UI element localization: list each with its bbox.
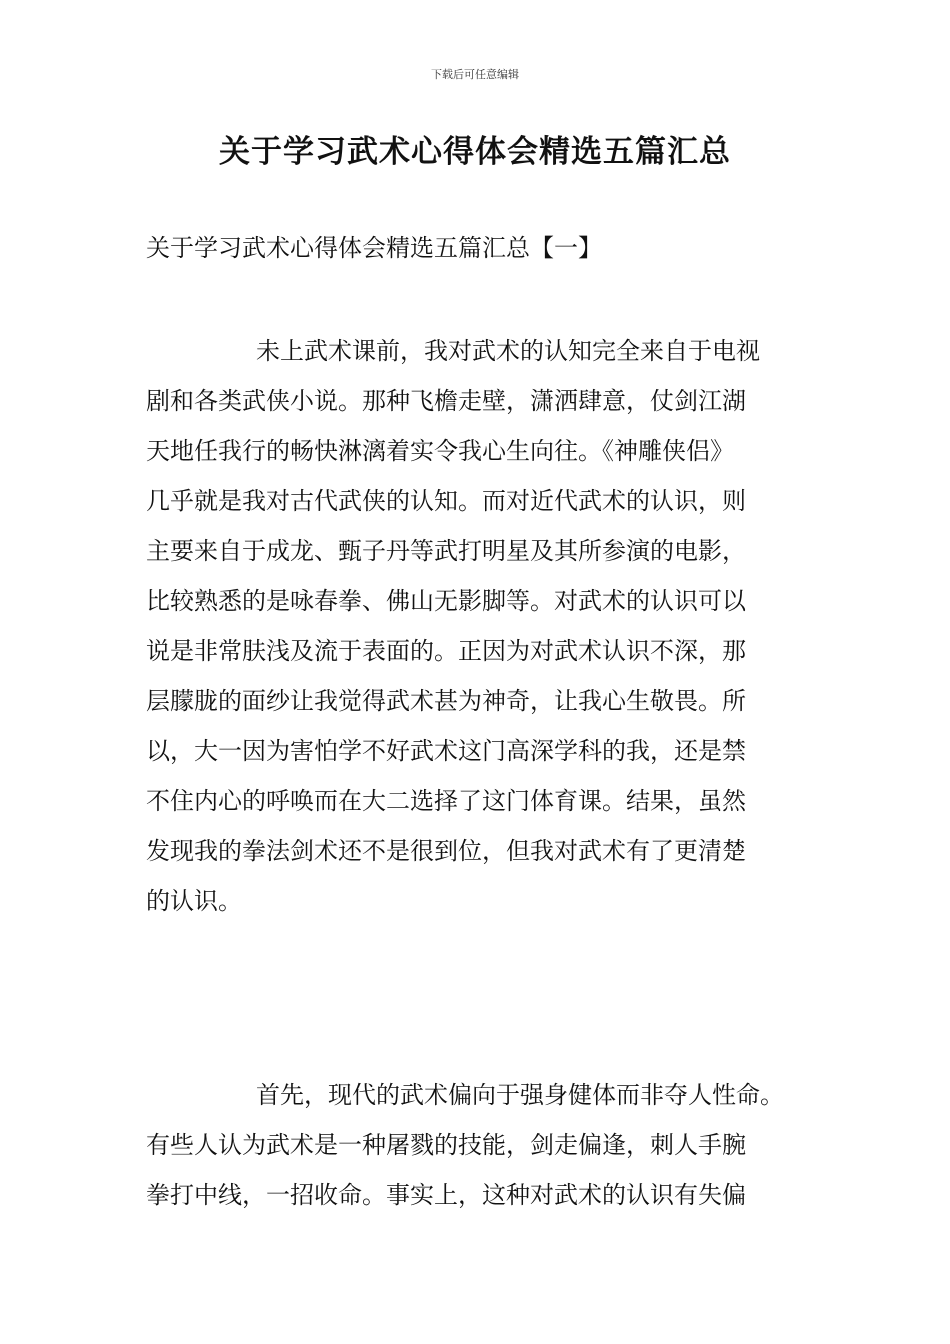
paragraph-line: 剧和各类武侠小说。那种飞檐走壁，潇洒肆意，仗剑江湖 <box>146 387 746 415</box>
paragraph-line: 说是非常肤浅及流于表面的。正因为对武术认识不深，那 <box>146 637 746 665</box>
paragraph-line: 天地任我行的畅快淋漓着实令我心生向往。《神雕侠侣》 <box>146 437 734 465</box>
paragraph-line: 不住内心的呼唤而在大二选择了这门体育课。结果，虽然 <box>146 787 746 815</box>
paragraph-line: 比较熟悉的是咏春拳、佛山无影脚等。对武术的认识可以 <box>146 587 746 615</box>
paragraph-2 <box>146 1070 784 1220</box>
paragraph-line: 未上武术课前，我对武术的认知完全来自于电视 <box>256 337 760 365</box>
paragraph-line: 几乎就是我对古代武侠的认知。而对近代武术的认识，则 <box>146 487 746 515</box>
paragraph-line: 层朦胧的面纱让我觉得武术甚为神奇，让我心生敬畏。所 <box>146 687 746 715</box>
section-heading: 关于学习武术心得体会精选五篇汇总【一】 <box>146 234 602 262</box>
paragraph-line: 拳打中线，一招收命。事实上，这种对武术的认识有失偏 <box>146 1181 746 1209</box>
paragraph-line: 的认识。 <box>146 887 242 915</box>
paragraph-line: 主要来自于成龙、甄子丹等武打明星及其所参演的电影， <box>146 537 746 565</box>
paragraph-line: 发现我的拳法剑术还不是很到位，但我对武术有了更清楚 <box>146 837 746 865</box>
document-title: 关于学习武术心得体会精选五篇汇总 <box>219 134 731 170</box>
paragraph-line: 有些人认为武术是一种屠戮的技能，剑走偏逢，刺人手腕 <box>146 1131 746 1159</box>
paragraph-line: 首先，现代的武术偏向于强身健体而非夺人性命。 <box>256 1081 784 1109</box>
paragraph-1 <box>146 326 760 926</box>
header-note: 下载后可任意编辑 <box>431 68 519 81</box>
paragraph-line: 以，大一因为害怕学不好武术这门高深学科的我，还是禁 <box>146 737 746 765</box>
